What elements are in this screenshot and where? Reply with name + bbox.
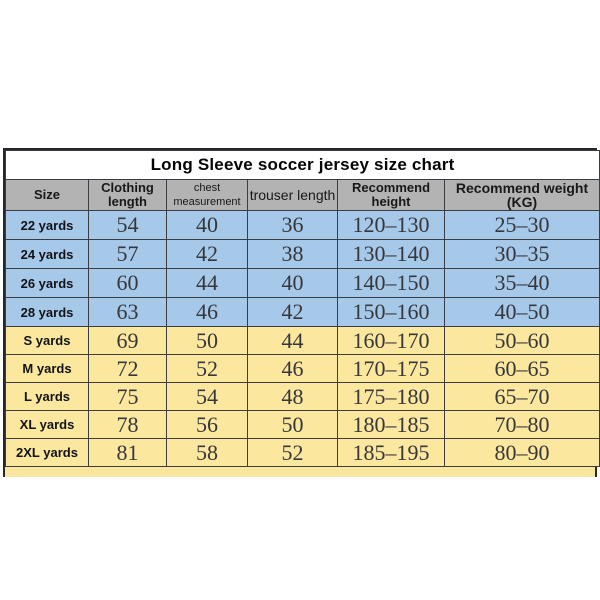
trouser-cell: 40 (248, 269, 338, 298)
size-cell: 24 yards (6, 240, 89, 269)
trouser-cell: 48 (248, 383, 338, 411)
weight-cell: 65–70 (445, 383, 600, 411)
clothing-length-cell: 75 (89, 383, 167, 411)
chest-cell: 46 (167, 298, 248, 327)
height-cell: 150–160 (338, 298, 445, 327)
table-row (6, 211, 600, 240)
weight-cell: 80–90 (445, 439, 600, 467)
trouser-cell: 46 (248, 355, 338, 383)
clothing-length-cell: 78 (89, 411, 167, 439)
chest-cell: 50 (167, 327, 248, 355)
table-title: Long Sleeve soccer jersey size chart (6, 151, 600, 180)
trouser-cell: 44 (248, 327, 338, 355)
header-size: Size (6, 180, 89, 211)
clothing-length-cell: 54 (89, 211, 167, 240)
size-chart-table (5, 150, 600, 467)
weight-cell: 40–50 (445, 298, 600, 327)
trouser-cell: 50 (248, 411, 338, 439)
clothing-length-cell: 63 (89, 298, 167, 327)
table-row (6, 240, 600, 269)
height-cell: 185–195 (338, 439, 445, 467)
height-cell: 160–170 (338, 327, 445, 355)
cropped-row-strip (5, 467, 595, 477)
chest-cell: 44 (167, 269, 248, 298)
header-recommend-height: Recommend height (338, 180, 445, 211)
table-row (6, 383, 600, 411)
trouser-cell: 36 (248, 211, 338, 240)
table-header-row (6, 180, 600, 211)
clothing-length-cell: 81 (89, 439, 167, 467)
table-row (6, 269, 600, 298)
chest-cell: 40 (167, 211, 248, 240)
table-row (6, 439, 600, 467)
clothing-length-cell: 69 (89, 327, 167, 355)
size-cell: S yards (6, 327, 89, 355)
trouser-cell: 42 (248, 298, 338, 327)
weight-cell: 25–30 (445, 211, 600, 240)
header-trouser-length: trouser length (248, 180, 338, 211)
size-cell: XL yards (6, 411, 89, 439)
size-cell: 28 yards (6, 298, 89, 327)
header-chest-measurement: chest measurement (167, 180, 248, 211)
size-cell: M yards (6, 355, 89, 383)
size-cell: 2XL yards (6, 439, 89, 467)
chest-cell: 42 (167, 240, 248, 269)
header-clothing-length: Clothing length (89, 180, 167, 211)
size-cell: 22 yards (6, 211, 89, 240)
table-row (6, 411, 600, 439)
height-cell: 180–185 (338, 411, 445, 439)
weight-cell: 30–35 (445, 240, 600, 269)
weight-cell: 35–40 (445, 269, 600, 298)
clothing-length-cell: 57 (89, 240, 167, 269)
chest-cell: 56 (167, 411, 248, 439)
height-cell: 120–130 (338, 211, 445, 240)
table-row (6, 298, 600, 327)
size-cell: 26 yards (6, 269, 89, 298)
height-cell: 130–140 (338, 240, 445, 269)
size-cell: L yards (6, 383, 89, 411)
clothing-length-cell: 60 (89, 269, 167, 298)
height-cell: 175–180 (338, 383, 445, 411)
height-cell: 140–150 (338, 269, 445, 298)
weight-cell: 60–65 (445, 355, 600, 383)
chest-cell: 52 (167, 355, 248, 383)
size-chart-table-wrapper (3, 148, 597, 477)
weight-cell: 50–60 (445, 327, 600, 355)
height-cell: 170–175 (338, 355, 445, 383)
weight-cell: 70–80 (445, 411, 600, 439)
trouser-cell: 38 (248, 240, 338, 269)
trouser-cell: 52 (248, 439, 338, 467)
chest-cell: 58 (167, 439, 248, 467)
header-recommend-weight: Recommend weight (KG) (445, 180, 600, 211)
table-row (6, 355, 600, 383)
chest-cell: 54 (167, 383, 248, 411)
table-row (6, 327, 600, 355)
clothing-length-cell: 72 (89, 355, 167, 383)
table-title-row (6, 151, 600, 180)
